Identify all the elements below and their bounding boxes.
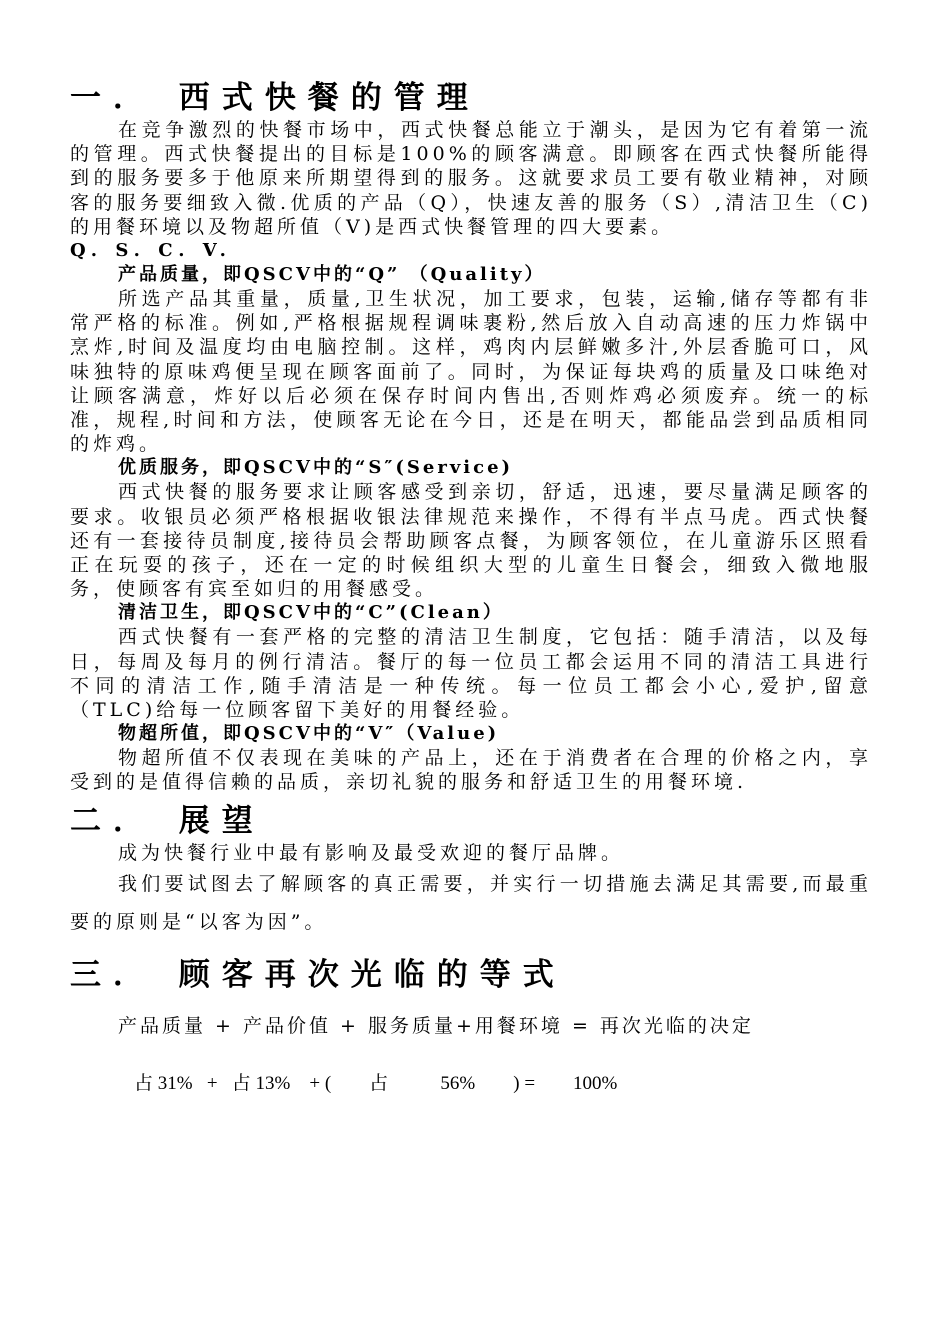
- quality-heading: 产品质量，即QSCV中的“Q” （Quality）: [118, 264, 546, 286]
- clean-heading: 清洁卫生，即QSCV中的“C”(Clean）: [118, 602, 504, 624]
- document-page: [70, 78, 872, 1123]
- service-body: 西式快餐的服务要求让顾客感受到亲切，舒适，迅速，要尽量满足顾客的要求。收银员必须严格根据收银法律规范来操作，不得有半点马虎。西式快餐还有一套接待员制度,接待员会帮助顾客点餐，为顾客领位，在儿童游乐区照看正在玩耍的孩子，还在一定的时候组织大型的儿童生日餐会，细致入微地服务，使顾客有宾至如归的用餐感受。: [70, 481, 872, 601]
- section-1-intro: 在竞争激烈的快餐市场中，西式快餐总能立于潮头，是因为它有着第一流的管理。西式快餐提出的目标是100%的顾客满意。即顾客在西式快餐所能得到的服务要多于他原来所期望得到的服务。这就要求员工要有敬业精神，对顾客的服务要细致入微.优质的产品（Q），快速友善的服务（S）,清洁卫生（C)的用餐环境以及物超所值（V)是西式快餐管理的四大要素。: [70, 119, 872, 238]
- return-formula: 产品质量 + 产品价值 + 服务质量+用餐环境 = 再次光临的决定: [118, 1014, 754, 1037]
- section-1-title: 一． 西式快餐的管理: [70, 80, 480, 116]
- value-body: 物超所值不仅表现在美味的产品上，还在于消费者在合理的价格之内，享受到的是值得信赖的品质，亲切礼貌的服务和舒适卫生的用餐环境.: [70, 747, 872, 794]
- outlook-line-1: 成为快餐行业中最有影响及最受欢迎的餐厅品牌。: [118, 841, 625, 864]
- clean-body: 西式快餐有一套严格的完整的清洁卫生制度，它包括：随手清洁，以及每日，每周及每月的例行清洁。餐厅的每一位员工都会运用不同的清洁工具进行不同的清洁工作,随手清洁是一种传统。每一位员工都会小心,爱护,留意（TLC)给每一位顾客留下美好的用餐经验。: [70, 626, 872, 722]
- formula-percentages: 占 31% + 占 13% + ( 占 56% ) = 100%: [134, 1072, 618, 1094]
- outlook-line-2: 我们要试图去了解顾客的真正需要，并实行一切措施去满足其需要,而最重要的原则是“以客为因”。: [70, 872, 872, 933]
- section-2-title: 二． 展望: [70, 802, 265, 839]
- value-heading: 物超所值，即QSCV中的“V″（Value): [118, 723, 500, 745]
- quality-body: 所选产品其重量，质量,卫生状况，加工要求，包装，运输,储存等都有非常严格的标准。例如,严格根据规程调味裹粉,然后放入自动高速的压力炸锅中烹炸,时间及温度均由电脑控制。这样，鸡肉内层鲜嫩多汁,外层香脆可口，风味独特的原味鸡便呈现在顾客面前了。同时，为保证每块鸡的质量及口味绝对让顾客满意，炸好以后必须在保存时间内售出,否则炸鸡必须废弃。统一的标准，规程,时间和方法，使顾客无论在今日，还是在明天，都能品尝到品质相同的炸鸡。: [70, 288, 872, 456]
- qscv-acronym: Q. S. C. V.: [70, 240, 232, 262]
- service-heading: 优质服务，即QSCV中的“S″(Service): [118, 457, 514, 479]
- section-3-title: 三． 顾客再次光临的等式: [70, 956, 566, 993]
